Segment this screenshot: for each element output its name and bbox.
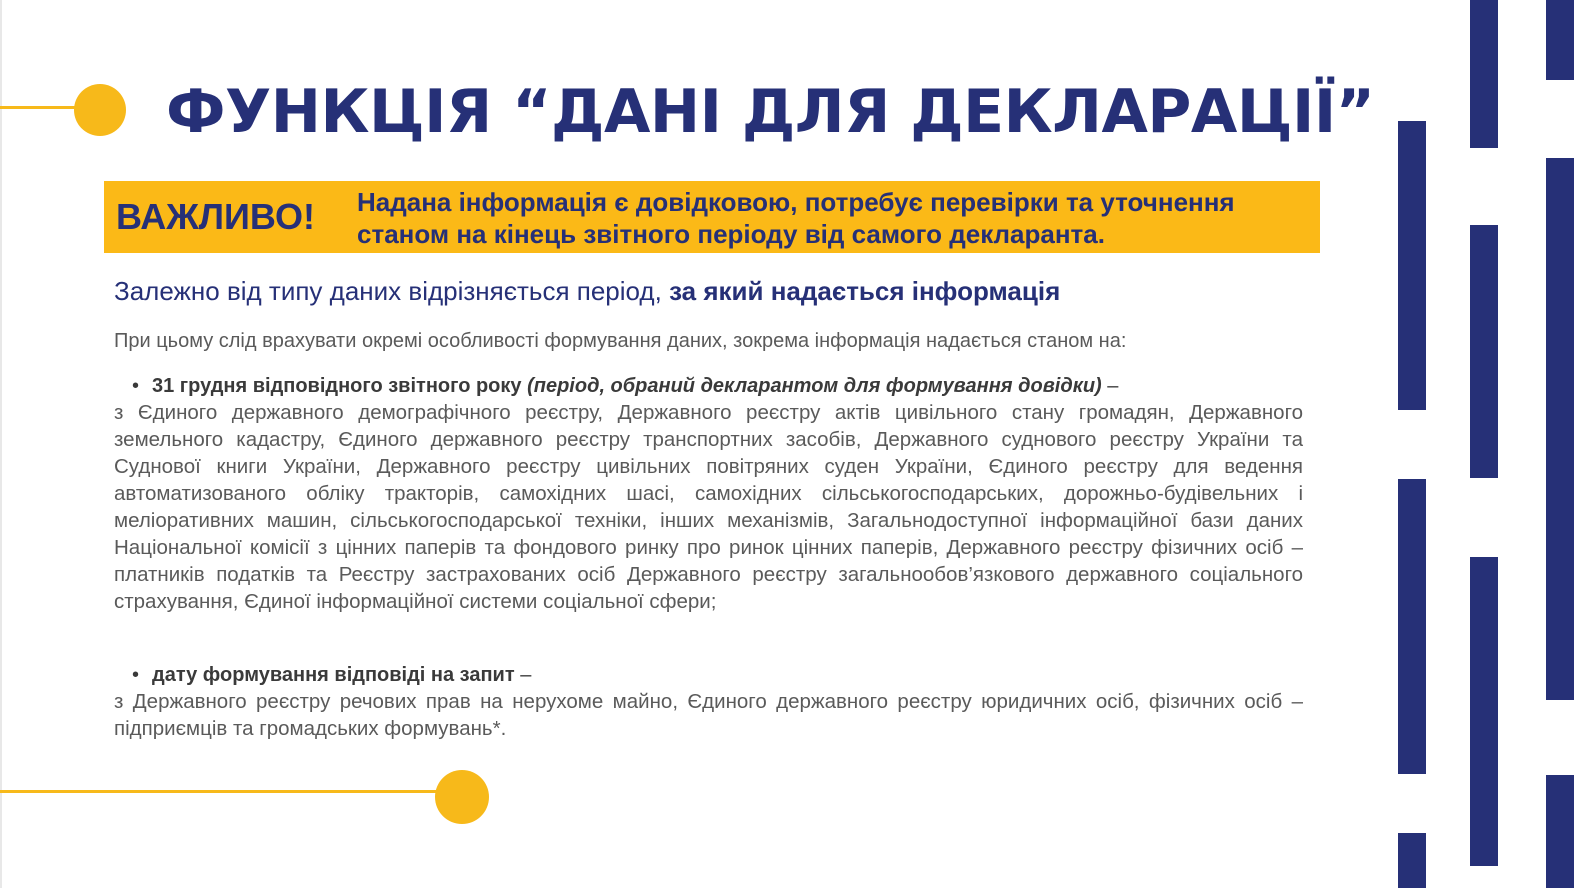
slide-title: ФУНКЦІЯ “ДАНІ ДЛЯ ДЕКЛАРАЦІЇ” <box>166 77 1375 147</box>
deco-bar <box>1546 0 1574 80</box>
important-banner <box>104 181 1320 253</box>
bullet-body: з Єдиного державного демографічного реєстру, Державного реєстру актів цивільного стану громадян, Державного земельного кадастру, Єдиного державного реєстру транспортних засобів, Державного суднового реєстру України та Суднової книги України, Державного реєстру цивільних повітряних суден України, Єдиного реєстру для ведення автоматизованого обліку тракторів, самохідних шасі, самохідних сільськогосподарських, дорожньо-будівельних і меліоративних машин, сільськогосподарської техніки, інших механізмів, Загальнодоступної інформаційної бази даних Національної комісії з цінних паперів та фондового ринку про ринок цінних паперів, Державного реєстру фізичних осіб – платників податків та Реєстру застрахованих осіб Державного реєстру загальнообов’язкового державного соціального страхування, Єдиної інформаційної системи соціальної сфери; <box>114 401 1303 613</box>
deco-bar <box>1398 121 1426 410</box>
bullet-paren: (період, обраний декларантом для формування довідки) <box>527 375 1102 397</box>
deco-bar <box>1470 557 1498 866</box>
deco-bar <box>1546 158 1574 700</box>
deco-bar <box>1470 225 1498 478</box>
bullet-lead: дату формування відповіді на запит <box>152 664 515 686</box>
bullet-marker: • <box>132 664 140 686</box>
bottom-accent-line <box>0 790 450 793</box>
important-tag: ВАЖЛИВО! <box>116 196 315 237</box>
subtitle-bold: за який надається інформація <box>669 276 1061 306</box>
deco-bar <box>1546 775 1574 888</box>
deco-bar <box>1398 479 1426 774</box>
bullet-lead: 31 грудня відповідного звітного року <box>152 375 522 397</box>
deco-bar <box>1470 0 1498 148</box>
slide-left-edge <box>0 0 2 888</box>
bullet-dash: – <box>1101 375 1119 397</box>
subtitle <box>114 274 1060 308</box>
top-accent-dot <box>74 84 126 136</box>
bullet-marker: • <box>132 375 140 397</box>
deco-bar <box>1398 833 1426 888</box>
important-text: Надана інформація є довідковою, потребує перевірки та уточнення станом на кінець звітного періоду від самого декларанта. <box>357 187 1235 249</box>
bullet-dash: – <box>514 664 532 686</box>
bottom-accent-dot <box>435 770 489 824</box>
bullet-body: з Державного реєстру речових прав на нерухоме майно, Єдиного державного реєстру юридичних осіб, фізичних осіб – підприємців та громадських формувань*. <box>114 690 1303 740</box>
bullet-heading <box>132 372 1118 400</box>
intro-text: При цьому слід врахувати окремі особливості формування даних, зокрема інформація надається станом на: <box>114 330 1127 352</box>
subtitle-regular: Залежно від типу даних відрізняється період, <box>114 276 670 306</box>
bullet-heading <box>132 661 531 689</box>
